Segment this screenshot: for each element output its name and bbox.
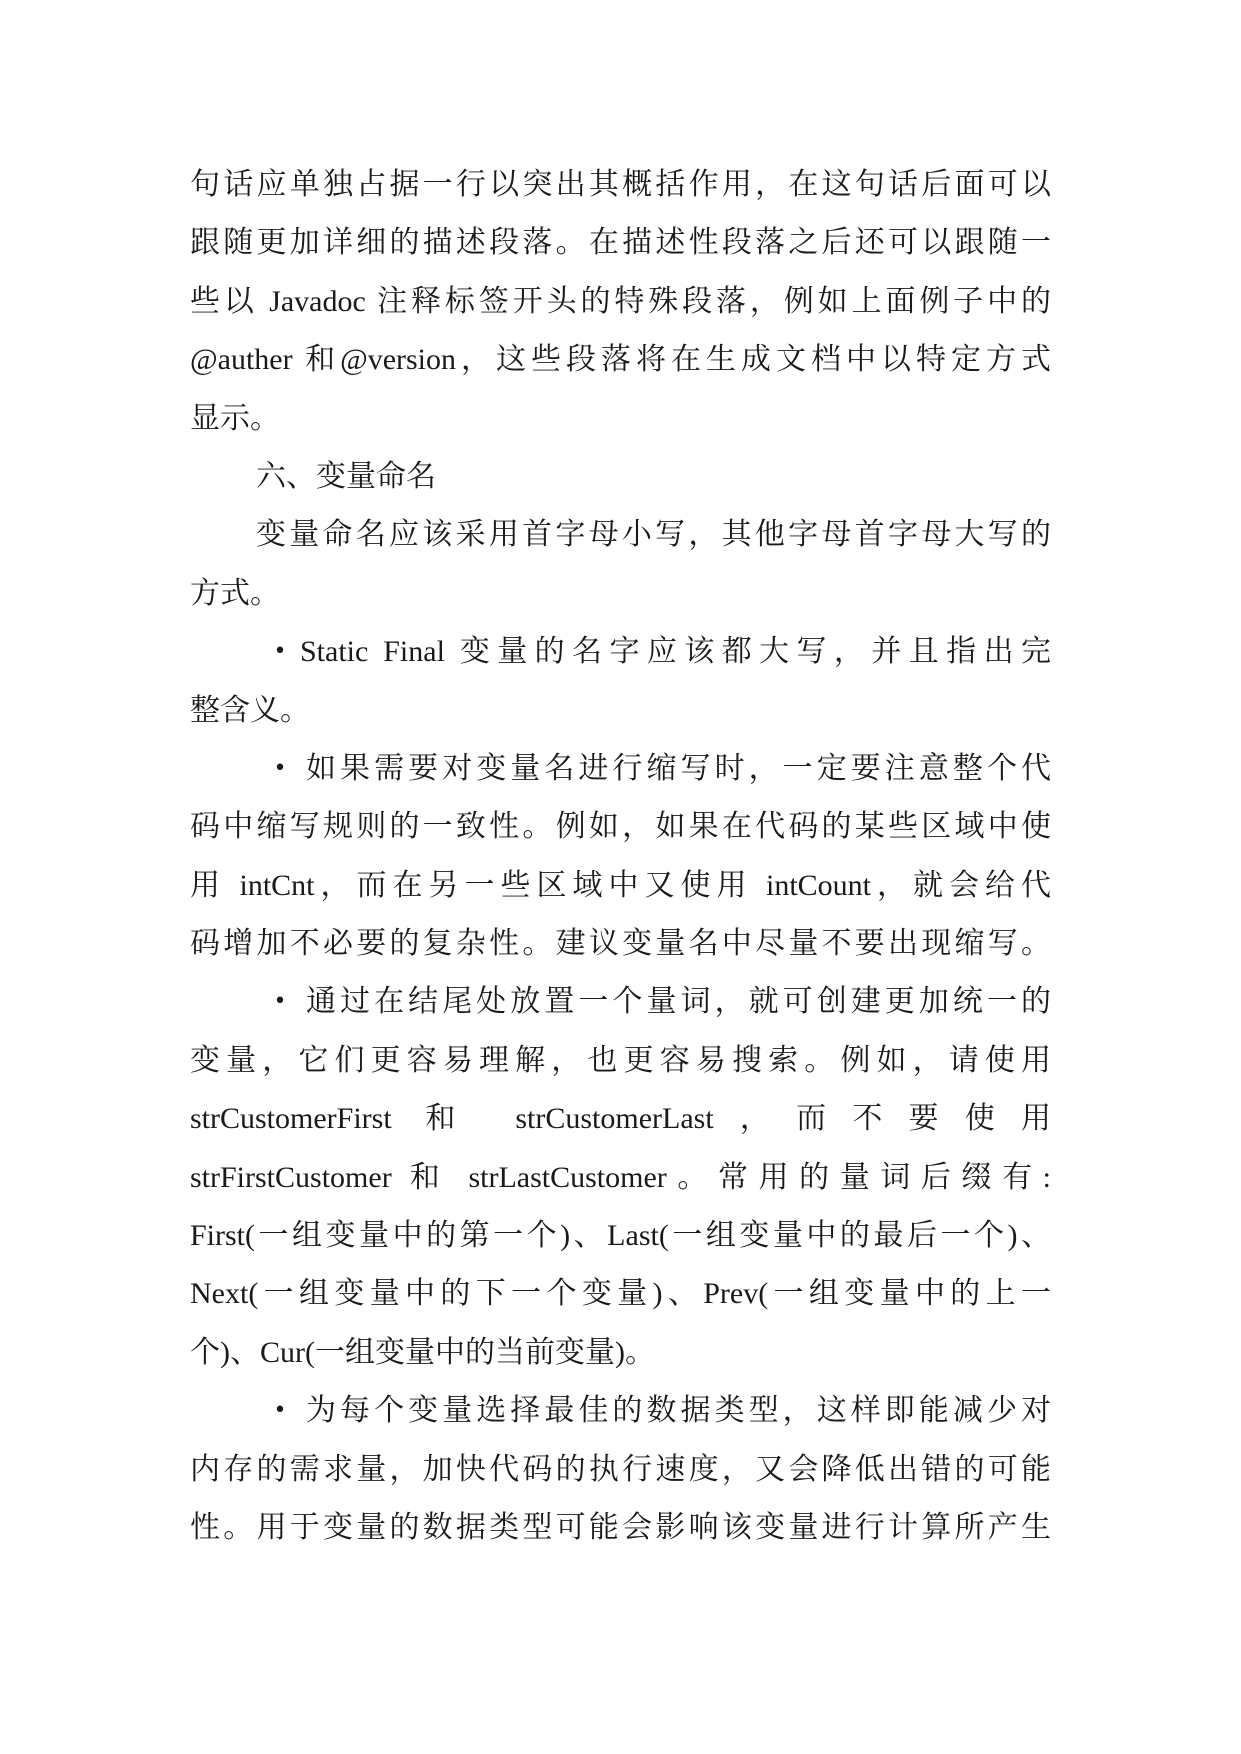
bullet-text: Static Final 变量的名字应该都大写，并且指出完 bbox=[300, 635, 1051, 669]
bullet-marker: • bbox=[273, 989, 287, 1015]
bullet-text: 如果需要对变量名进行缩写时，一定要注意整个代 bbox=[306, 751, 1051, 785]
section-heading: 六、变量命名 bbox=[256, 459, 436, 493]
text-line: 码中缩写规则的一致性。例如，如果在代码的某些区域中使 bbox=[190, 810, 1051, 844]
text-line: 码增加不必要的复杂性。建议变量名中尽量不要出现缩写。 bbox=[190, 927, 1051, 961]
text-line: strFirstCustomer 和 strLastCustomer。常用的量词后缀有: bbox=[190, 1160, 1051, 1194]
bullet-marker: • bbox=[273, 639, 287, 665]
text-line: 显示。 bbox=[190, 401, 280, 435]
text-line: 个)、Cur(一组变量中的当前变量)。 bbox=[190, 1335, 655, 1369]
bullet-item bbox=[190, 623, 1051, 740]
text-line: 方式。 bbox=[190, 576, 280, 610]
text-line: @auther 和@version，这些段落将在生成文档中以特定方式 bbox=[190, 343, 1051, 377]
text-line: 变量，它们更容易理解，也更容易搜索。例如，请使用 bbox=[190, 1043, 1051, 1077]
text-line: 性。用于变量的数据类型可能会影响该变量进行计算所产生 bbox=[190, 1510, 1051, 1544]
text-line bbox=[190, 623, 1051, 681]
text-line bbox=[190, 1382, 1051, 1440]
text-line: 句话应单独占据一行以突出其概括作用，在这句话后面可以 bbox=[190, 168, 1051, 201]
bullet-text: 为每个变量选择最佳的数据类型，这样即能减少对 bbox=[306, 1394, 1051, 1428]
bullet-marker: • bbox=[273, 755, 287, 781]
text-line: 变量命名应该采用首字母小写，其他字母首字母大写的 bbox=[256, 518, 1051, 552]
bullet-item bbox=[190, 740, 1051, 974]
bullet-marker: • bbox=[273, 1398, 287, 1424]
text-line: 跟随更加详细的描述段落。在描述性段落之后还可以跟随一 bbox=[190, 226, 1051, 260]
text-line: strCustomerFirst 和 strCustomerLast，而不要使用 bbox=[190, 1102, 1051, 1136]
text-line: 整含义。 bbox=[190, 693, 310, 727]
bullet-item bbox=[190, 1382, 1051, 1557]
text-line: First(一组变量中的第一个)、Last(一组变量中的最后一个)、 bbox=[190, 1219, 1051, 1253]
text-line: Next(一组变量中的下一个变量)、Prev(一组变量中的上一 bbox=[190, 1277, 1051, 1311]
text-line: 内存的需求量，加快代码的执行速度，又会降低出错的可能 bbox=[190, 1452, 1051, 1486]
paragraph bbox=[190, 506, 1051, 623]
text-line: 些以 Javadoc 注释标签开头的特殊段落，例如上面例子中的 bbox=[190, 284, 1051, 318]
page-body bbox=[190, 156, 1051, 1557]
bullet-text: 通过在结尾处放置一个量词，就可创建更加统一的 bbox=[306, 985, 1051, 1019]
bullet-item bbox=[190, 973, 1051, 1382]
paragraph bbox=[190, 156, 1051, 448]
text-line bbox=[190, 740, 1051, 798]
text-line: 用 intCnt，而在另一些区域中又使用 intCount，就会给代 bbox=[190, 868, 1051, 902]
text-line bbox=[190, 973, 1051, 1031]
